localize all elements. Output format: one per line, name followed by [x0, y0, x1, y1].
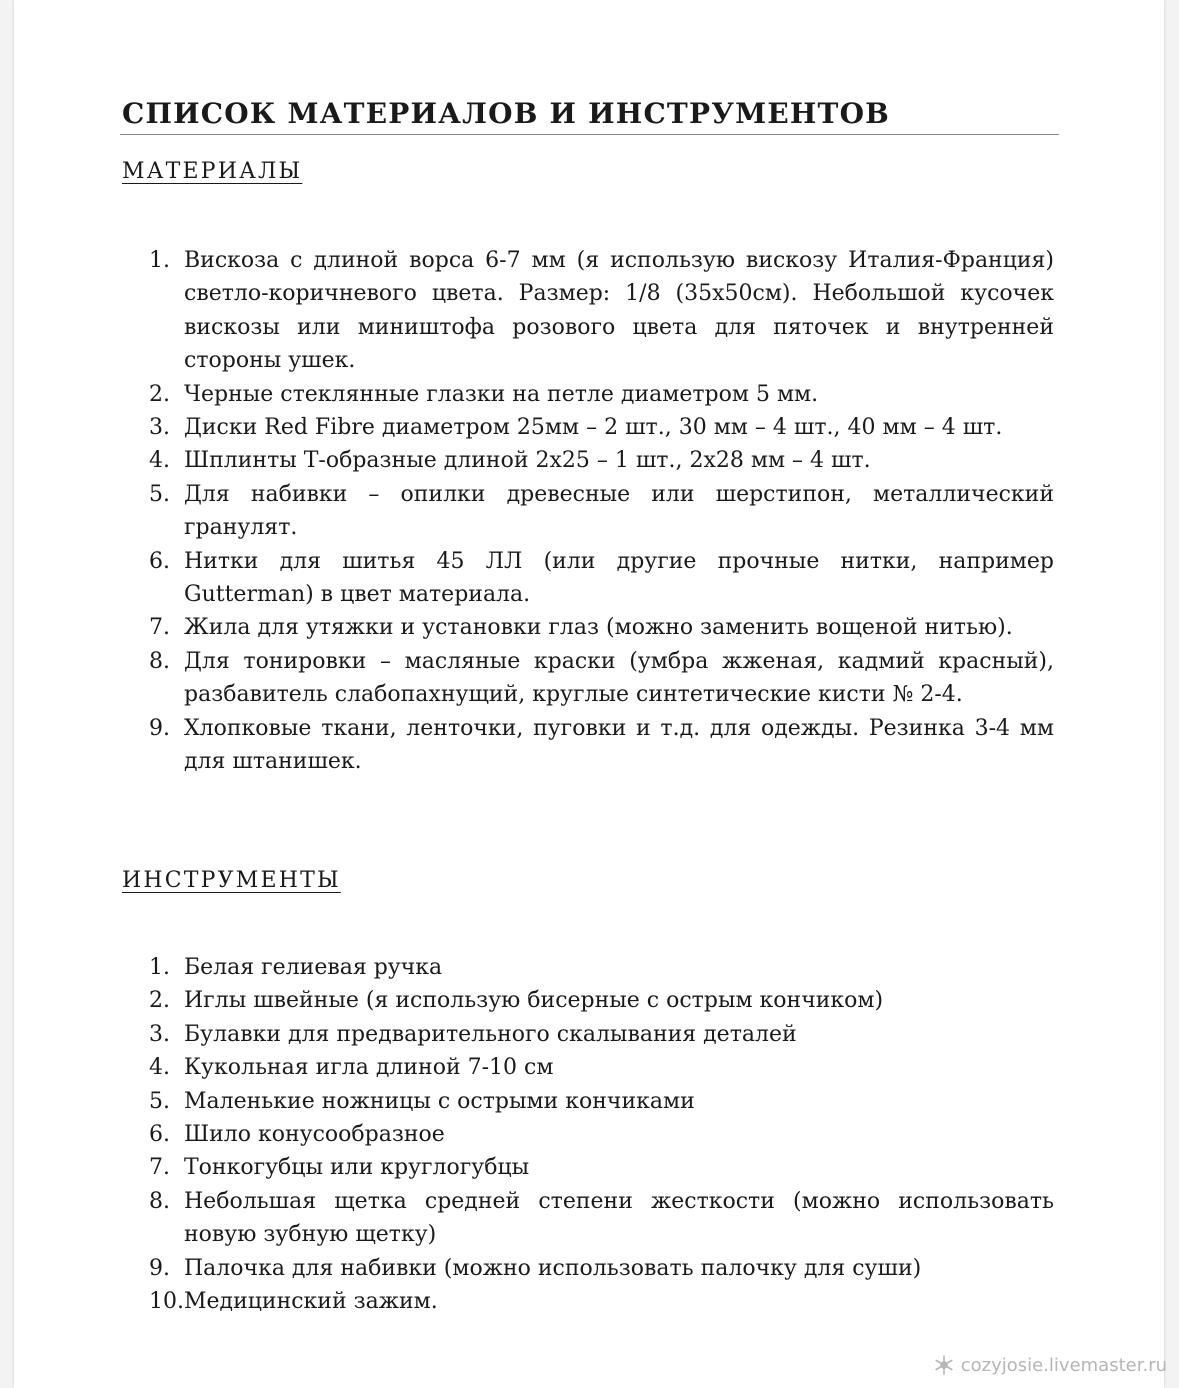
materials-heading: МАТЕРИАЛЫ [122, 159, 303, 184]
list-item [140, 712, 1054, 779]
title-underline [120, 134, 1059, 135]
item-number: 2. [149, 381, 170, 407]
item-text: Диски Red Fibre диаметром 25мм – 2 шт., 30 мм – 4 шт., 40 мм – 4 шт. [184, 415, 1003, 441]
item-text: Для тонировки – масляные краски (умбра жженая, кадмий красный), разбавитель слабопахнущий, круглые синтетические кисти № 2-4. [184, 648, 1054, 708]
item-number: 7. [149, 1155, 170, 1181]
item-text: Тонкогубцы или круглогубцы [184, 1155, 530, 1181]
list-item [140, 1185, 1054, 1252]
snowflake-icon [933, 1354, 955, 1376]
item-text: Шплинты Т-образные длиной 2х25 – 1 шт., 2х28 мм – 4 шт. [184, 448, 871, 474]
item-number: 1. [149, 955, 170, 980]
item-text: Нитки для шитья 45 ЛЛ (или другие прочные нитки, например Gutterman) в цвет материала. [184, 548, 1054, 608]
list-item [140, 645, 1054, 712]
item-text: Хлопковые ткани, ленточки, пуговки и т.д. для одежды. Резинка 3-4 мм для штанишек. [184, 715, 1054, 775]
item-text: Кукольная игла длиной 7-10 см [184, 1055, 554, 1081]
item-number: 6. [149, 1122, 170, 1148]
list-item [140, 951, 1054, 984]
tools-heading: ИНСТРУМЕНТЫ [122, 868, 341, 893]
item-number: 8. [149, 648, 170, 674]
item-number: 6. [149, 548, 170, 574]
item-number: 1. [149, 248, 170, 273]
item-text: Булавки для предварительного скалывания деталей [184, 1021, 797, 1047]
list-item [140, 444, 1054, 477]
watermark-text: cozyjosie.livemaster.ru [960, 1354, 1167, 1376]
list-item [140, 545, 1054, 612]
item-text: Маленькие ножницы с острыми кончиками [184, 1088, 695, 1114]
watermark [933, 1354, 1167, 1376]
item-number: 7. [149, 615, 170, 641]
list-item [140, 984, 1054, 1017]
materials-list [140, 244, 1054, 779]
item-text: Шило конусообразное [184, 1122, 445, 1148]
item-text: Небольшая щетка средней степени жесткости (можно использовать новую зубную щетку) [184, 1188, 1054, 1248]
item-number: 2. [149, 988, 170, 1014]
list-item [140, 1285, 1054, 1318]
item-number: 9. [149, 715, 170, 741]
list-item [140, 478, 1054, 545]
item-text: Вискоза с длиной ворса 6-7 мм (я использую вискозу Италия-Франция) светло-коричневого цвета. Размер: 1/8 (35х50см). Небольшой кусочек вискозы или миништофа розового цвета для пяточек и внутренней стороны ушек. [184, 248, 1054, 374]
list-item [140, 611, 1054, 644]
item-number: 8. [149, 1188, 170, 1214]
list-item [140, 1051, 1054, 1084]
item-number: 3. [149, 415, 170, 441]
item-text: Для набивки – опилки древесные или шерстипон, металлический гранулят. [184, 481, 1054, 541]
item-number: 5. [149, 481, 170, 507]
item-text: Медицинский зажим. [184, 1289, 438, 1315]
list-item [140, 1085, 1054, 1118]
item-text: Черные стеклянные глазки на петле диаметром 5 мм. [184, 381, 819, 407]
list-item [140, 378, 1054, 411]
item-text: Палочка для набивки (можно использовать палочку для суши) [184, 1255, 922, 1281]
list-item [140, 1252, 1054, 1285]
item-number: 4. [149, 1055, 170, 1081]
item-number: 10. [149, 1289, 184, 1315]
list-item [140, 1018, 1054, 1051]
item-number: 3. [149, 1021, 170, 1047]
item-text: Белая гелиевая ручка [184, 955, 443, 980]
list-item [140, 411, 1054, 444]
list-item [140, 1151, 1054, 1184]
item-number: 5. [149, 1088, 170, 1114]
tools-list [140, 951, 1054, 1318]
item-text: Жила для утяжки и установки глаз (можно заменить вощеной нитью). [184, 615, 1013, 641]
list-item [140, 1118, 1054, 1151]
document-title: СПИСОК МАТЕРИАЛОВ И ИНСТРУМЕНТОВ [122, 97, 891, 130]
list-item [140, 244, 1054, 378]
item-number: 4. [149, 448, 170, 474]
item-text: Иглы швейные (я использую бисерные с острым кончиком) [184, 988, 884, 1014]
item-number: 9. [149, 1255, 170, 1281]
